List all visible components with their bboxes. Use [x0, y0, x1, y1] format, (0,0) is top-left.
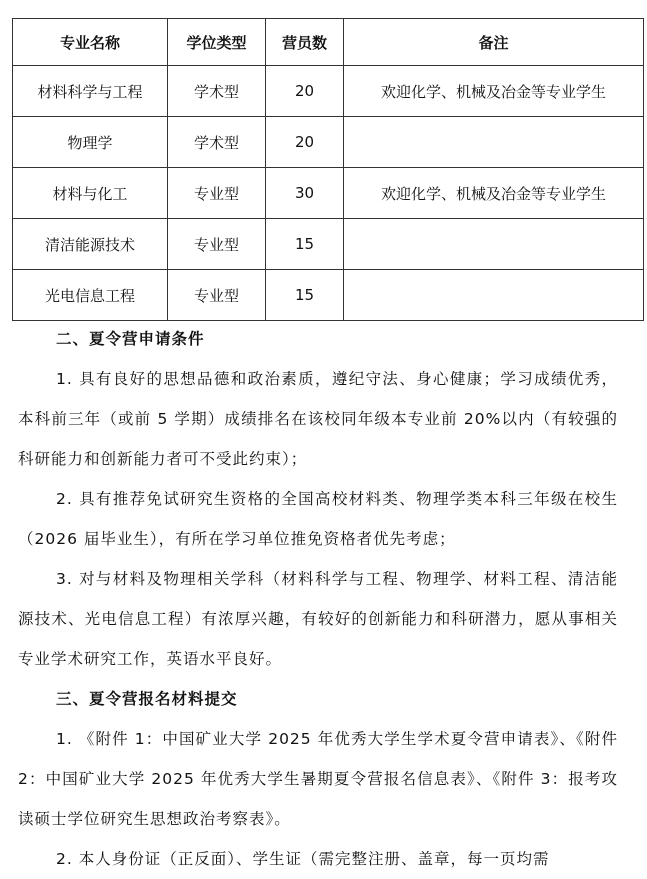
cell-major: 光电信息工程: [13, 270, 168, 321]
cell-remarks: [344, 117, 644, 168]
cell-remarks: 欢迎化学、机械及冶金等专业学生: [344, 66, 644, 117]
condition-item: 1. 具有良好的思想品德和政治素质，遵纪守法、身心健康；学习成绩优秀，本科前三年（或前 5 学期）成绩排名在该校同年级本专业前 20%以内（有较强的科研能力和创新能力者可不受此约束）；: [18, 370, 618, 468]
cell-degree: 学术型: [168, 66, 266, 117]
cell-major: 材料科学与工程: [13, 66, 168, 117]
cell-degree: 专业型: [168, 168, 266, 219]
table-row: [13, 66, 644, 117]
document-body: [18, 319, 618, 879]
majors-table: [12, 18, 644, 321]
materials-item: 1. 《附件 1：中国矿业大学 2025 年优秀大学生学术夏令营申请表》、《附件 2：中国矿业大学 2025 年优秀大学生暑期夏令营报名信息表》、《附件 3：报考攻读硕士学位研究生思想政治考察表》。: [18, 730, 618, 828]
cell-remarks: 欢迎化学、机械及冶金等专业学生: [344, 168, 644, 219]
header-remarks: 备注: [344, 19, 644, 66]
cell-remarks: [344, 270, 644, 321]
cell-count: 20: [266, 66, 344, 117]
table-row: [13, 270, 644, 321]
cell-count: 15: [266, 219, 344, 270]
header-major-name: 专业名称: [13, 19, 168, 66]
cell-degree: 专业型: [168, 270, 266, 321]
cell-major: 材料与化工: [13, 168, 168, 219]
header-camper-count: 营员数: [266, 19, 344, 66]
cell-degree: 专业型: [168, 219, 266, 270]
table-row: [13, 168, 644, 219]
cell-count: 20: [266, 117, 344, 168]
table-row: [13, 117, 644, 168]
condition-item: 2. 具有推荐免试研究生资格的全国高校材料类、物理学类本科三年级在校生（2026 届毕业生），有所在学习单位推免资格者优先考虑；: [18, 490, 618, 548]
cell-remarks: [344, 219, 644, 270]
cell-count: 15: [266, 270, 344, 321]
cell-major: 物理学: [13, 117, 168, 168]
section-heading-application-conditions: 二、夏令营申请条件: [56, 330, 205, 348]
cell-major: 清洁能源技术: [13, 219, 168, 270]
header-degree-type: 学位类型: [168, 19, 266, 66]
table-row: [13, 219, 644, 270]
table-header-row: [13, 19, 644, 66]
section-heading-materials-submission: 三、夏令营报名材料提交: [56, 690, 238, 708]
cell-count: 30: [266, 168, 344, 219]
condition-item: 3. 对与材料及物理相关学科（材料科学与工程、物理学、材料工程、清洁能源技术、光电信息工程）有浓厚兴趣，有较好的创新能力和科研潜力，愿从事相关专业学术研究工作，英语水平良好。: [18, 570, 618, 668]
cell-degree: 学术型: [168, 117, 266, 168]
materials-item: 2. 本人身份证（正反面）、学生证（需完整注册、盖章，每一页均需: [56, 850, 550, 868]
